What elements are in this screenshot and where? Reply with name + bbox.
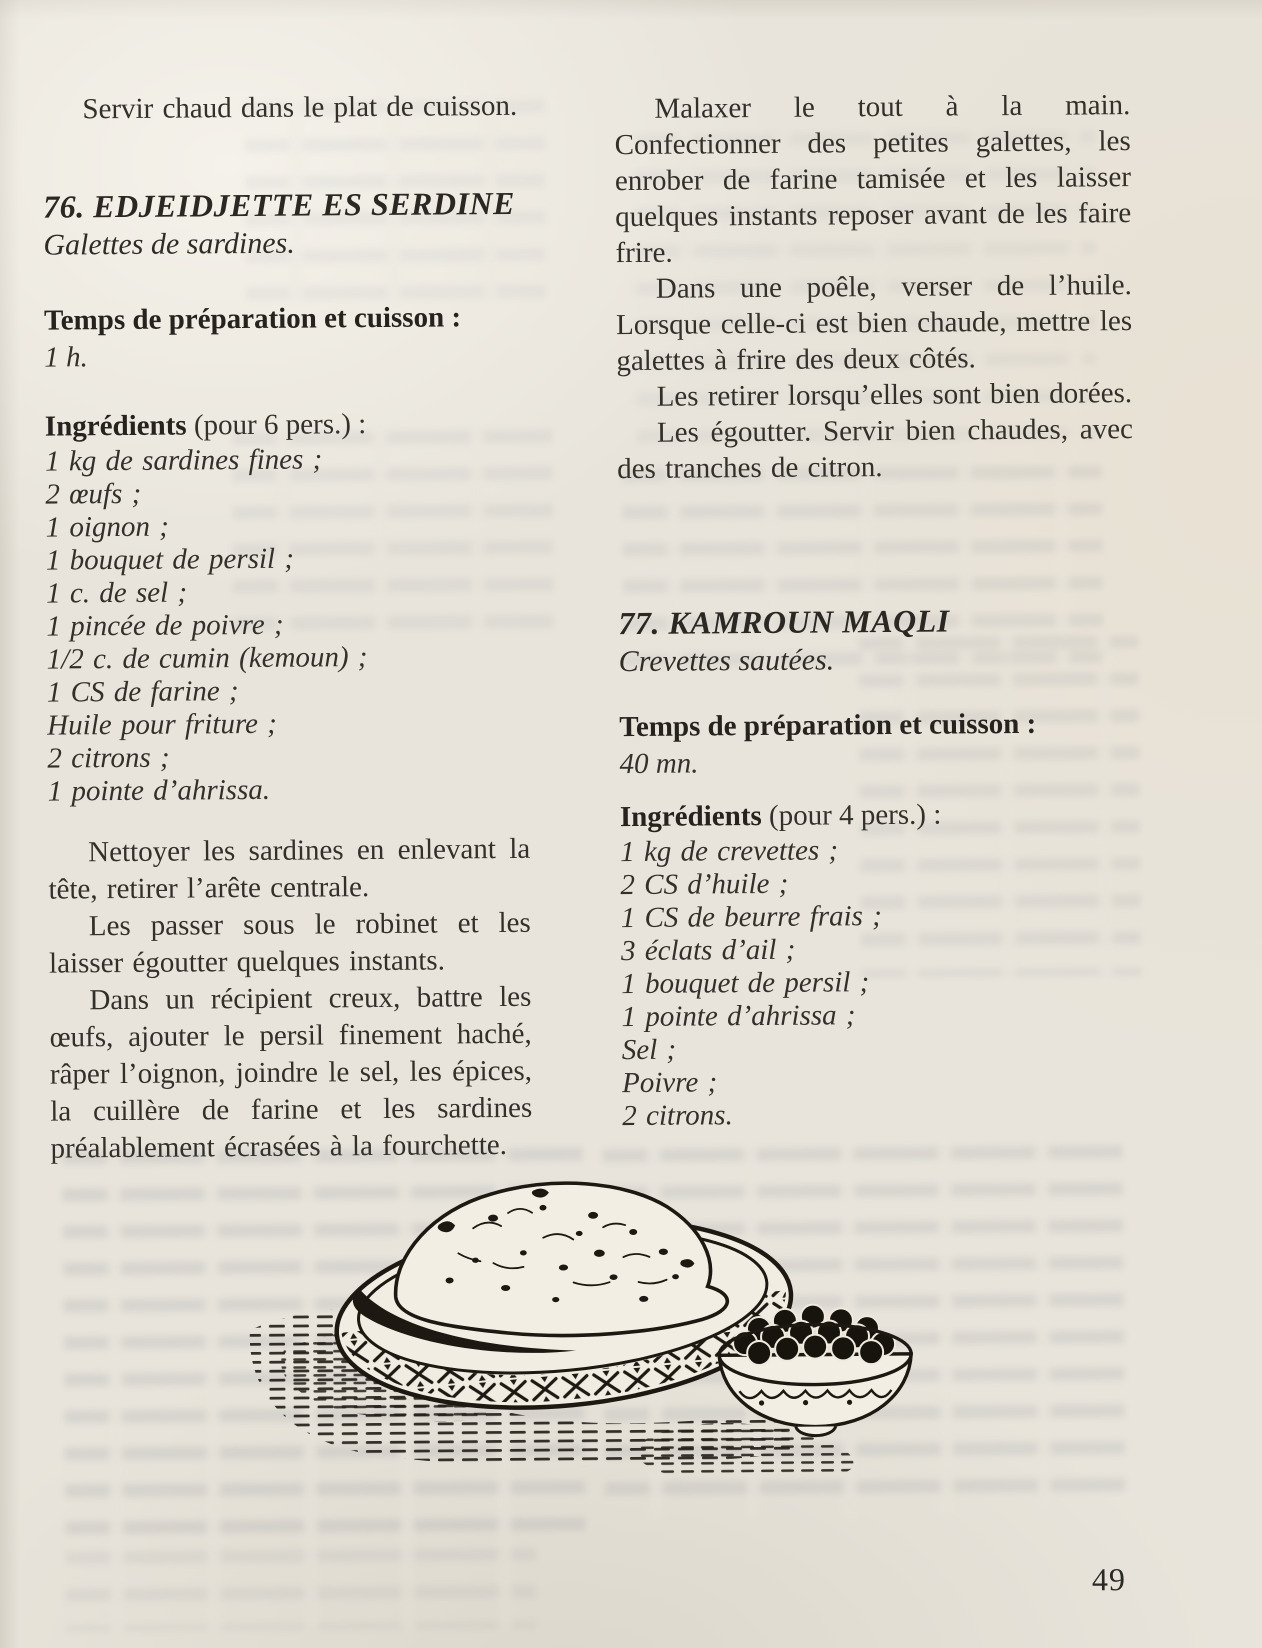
- ingredients-label: [45, 405, 527, 446]
- ingredient-line: Poivre ;: [621, 1066, 718, 1100]
- method-steps-continued: [614, 87, 1133, 487]
- ingredient-line: 1 CS de beurre frais ;: [620, 900, 882, 935]
- step-paragraph: Les égoutter. Servir bien chaudes, avec des tranches de citron.: [617, 413, 1134, 486]
- prep-time-value: 40 mn.: [619, 747, 699, 781]
- ingredient-line: 2 citrons ;: [47, 741, 170, 775]
- prep-time-label: Temps de préparation et cuisson :: [619, 707, 1037, 744]
- galette-mound: [395, 1182, 728, 1337]
- step-paragraph: Les retirer lorsqu’elles sont bien dorées.: [656, 377, 1133, 413]
- ingredient-line: 1 pointe d’ahrissa.: [47, 773, 271, 808]
- ingredient-line: 2 œufs ;: [45, 477, 142, 511]
- ingredients-word: Ingrédients: [619, 799, 762, 834]
- recipe-77-heading: [618, 599, 1134, 643]
- recipe-76-heading: [43, 183, 525, 227]
- recipe-number: 77.: [618, 604, 661, 642]
- dish-illustration: [243, 1155, 925, 1480]
- page-number: 49: [1091, 1561, 1127, 1598]
- right-column: [614, 87, 1138, 1133]
- step-paragraph: Dans un récipient creux, battre les œufs, ajouter le persil finement haché, râper l’oignon, joindre le sel, les épices, la cuillère de farine et les sardines préalablement écrasées à la fourchette.: [49, 980, 533, 1165]
- step-paragraph: Les passer sous le robinet et les laisser égoutter quelques instants.: [48, 906, 531, 980]
- ingredient-line: 1 bouquet de persil ;: [621, 966, 870, 1001]
- ingredient-line: 2 CS d’huile ;: [620, 867, 789, 902]
- ingredient-line: 2 citrons.: [622, 1099, 733, 1133]
- ingredient-line: 3 éclats d’ail ;: [620, 933, 796, 968]
- recipe-77-subtitle: Crevettes sautées.: [618, 643, 835, 679]
- step-paragraph: Nettoyer les sardines en enlevant la tête, retirer l’arête centrale.: [48, 832, 531, 906]
- method-steps: [48, 831, 533, 1168]
- recipe-number: 76.: [42, 188, 85, 225]
- serves-note: (pour 4 pers.) :: [761, 798, 942, 832]
- ingredient-line: Sel ;: [621, 1033, 677, 1067]
- serves-note: (pour 6 pers.) :: [186, 408, 367, 442]
- ingredient-line: 1 pincée de poivre ;: [46, 608, 284, 643]
- ingredient-line: 1 kg de sardines fines ;: [45, 443, 323, 478]
- ingredient-line: 1 bouquet de persil ;: [45, 542, 295, 577]
- prep-time-label: Temps de préparation et cuisson :: [43, 301, 462, 337]
- ingredients-list: [45, 442, 530, 809]
- step-paragraph: Malaxer le tout à la main. Confectionner des petites galettes, les enrober de farine tamisée et les laisser quelques instants reposer avant de les faire frire.: [614, 89, 1132, 270]
- ingredient-line: 1 c. de sel ;: [46, 576, 188, 610]
- ingredient-line: 1 CS de farine ;: [46, 675, 239, 709]
- recipe-76-subtitle: Galettes de sardines.: [43, 226, 295, 262]
- ingredient-line: 1 oignon ;: [45, 510, 169, 544]
- left-column: [42, 88, 532, 1168]
- ingredients-word: Ingrédients: [44, 409, 187, 443]
- ingredients-label: [620, 795, 1136, 836]
- ingredient-line: 1 kg de crevettes ;: [620, 834, 839, 869]
- prep-time-value: 1 h.: [44, 341, 88, 374]
- ingredients-list: [620, 832, 1138, 1133]
- intro-paragraph: Servir chaud dans le plat de cuisson.: [82, 89, 518, 126]
- recipe-title: KAMROUN MAQLI: [668, 602, 950, 641]
- ingredient-line: 1/2 c. de cumin (kemoun) ;: [46, 641, 368, 676]
- showthrough-artifact: [66, 1548, 537, 1632]
- step-paragraph: Dans une poêle, verser de l’huile. Lorsque celle-ci est bien chaude, mettre les galettes à frire des deux côtés.: [615, 269, 1133, 378]
- ingredient-line: 1 pointe d’ahrissa ;: [621, 999, 856, 1034]
- ingredient-line: Huile pour friture ;: [47, 707, 278, 742]
- recipe-title: EDJEIDJETTE ES SERDINE: [92, 184, 516, 225]
